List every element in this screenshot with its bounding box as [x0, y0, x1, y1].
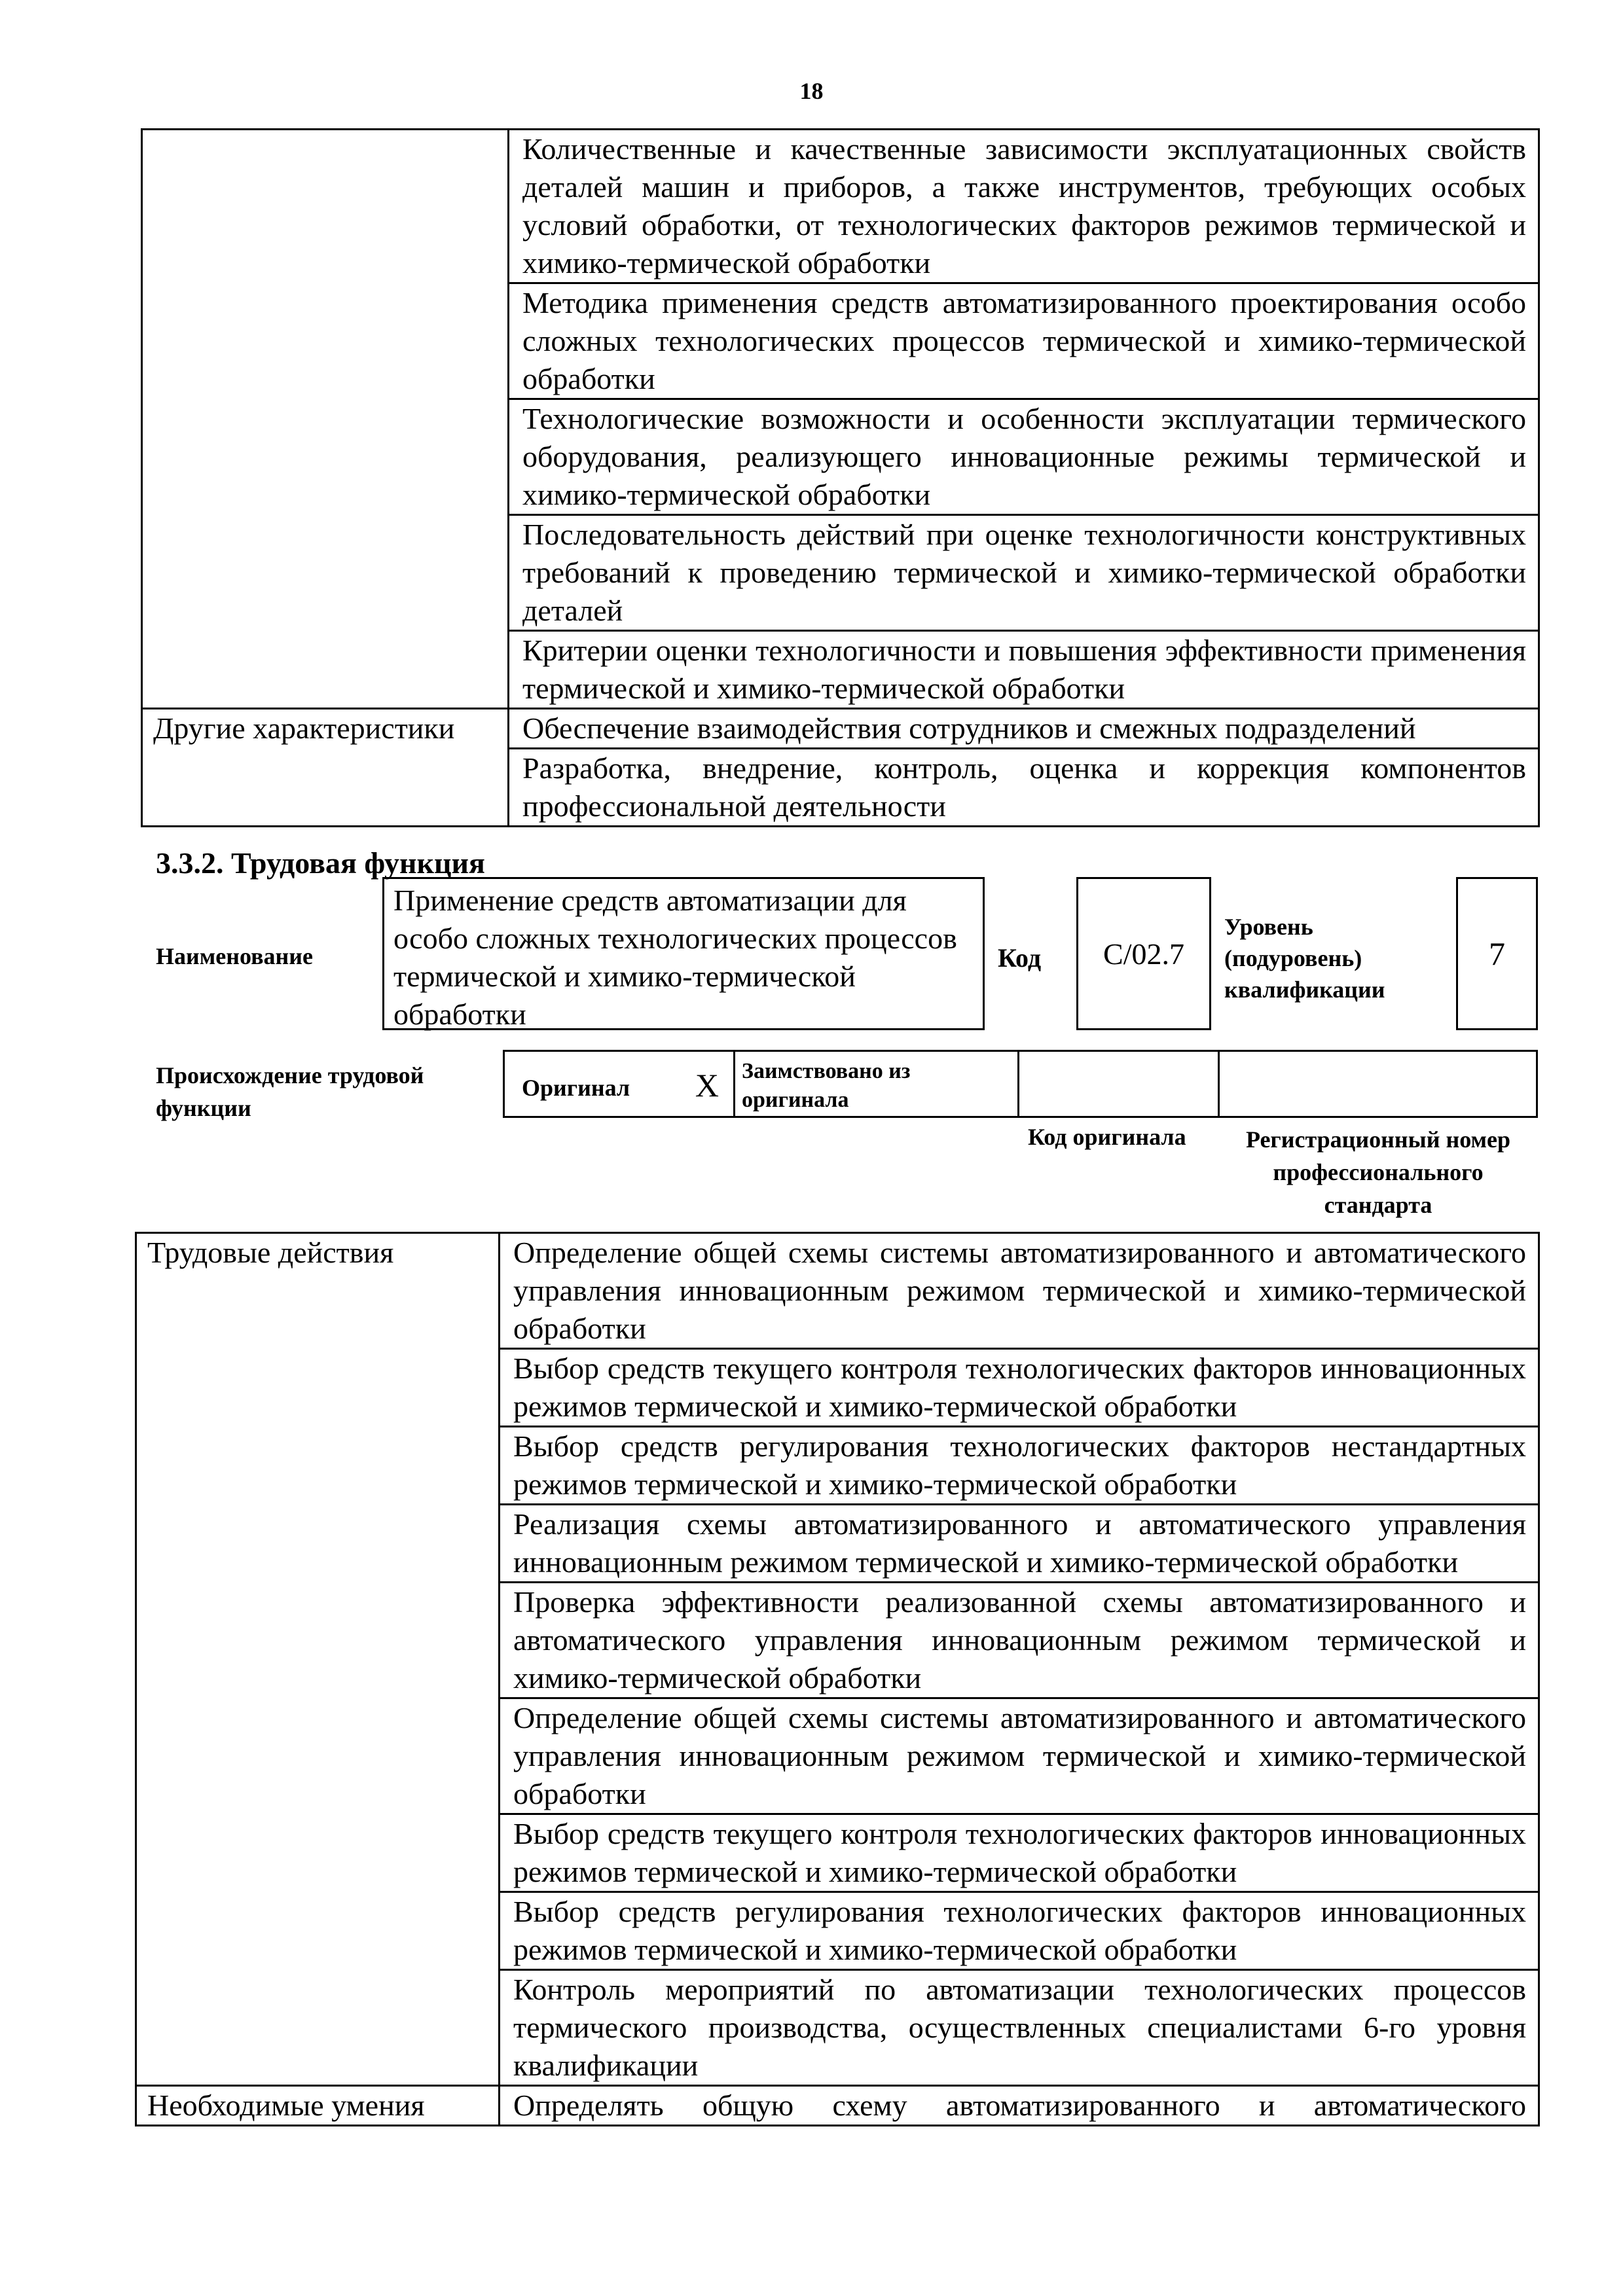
- code-value-box: С/02.7: [1076, 877, 1211, 1030]
- section-heading: 3.3.2. Трудовая функция: [156, 846, 485, 880]
- origin-label: [156, 1059, 424, 1124]
- row-label-other: Другие характеристики: [142, 709, 509, 827]
- original-cell: [505, 1052, 735, 1116]
- function-name-box: Применение средств автоматизации для особо сложных технологических процессов термической и химико-термической обработки: [382, 877, 985, 1030]
- reg-number-cell: [1220, 1052, 1536, 1116]
- original-code-cell: [1019, 1052, 1220, 1116]
- borrowed-label-line: Заимствовано из: [742, 1059, 911, 1083]
- reg-number-caption: [1218, 1123, 1539, 1221]
- level-label-line: Уровень: [1224, 914, 1313, 940]
- level-value-box: 7: [1456, 877, 1538, 1030]
- code-original-caption: Код оригинала: [1028, 1124, 1186, 1150]
- table-cell: Определение общей схемы системы автоматизированного и автоматического управления инновационным режимом термической и химико-термической обработки: [500, 1233, 1539, 1349]
- borrowed-label-line: оригинала: [742, 1088, 849, 1112]
- row-label-actions: Трудовые действия: [136, 1233, 500, 2086]
- table-cell: Определять общую схему автоматизированного и автоматического: [500, 2086, 1539, 2126]
- table-cell: Реализация схемы автоматизированного и автоматического управления инновационным режимом термической и химико-термической обработки: [500, 1505, 1539, 1583]
- reg-number-caption-line: Регистрационный номер: [1245, 1126, 1511, 1153]
- level-label-line: (подуровень): [1224, 945, 1362, 971]
- origin-row: [503, 1050, 1538, 1118]
- table-row: [136, 1233, 1539, 1349]
- original-label: Оригинал: [522, 1075, 630, 1101]
- table-cell: Обеспечение взаимодействия сотрудников и смежных подразделений: [509, 709, 1539, 749]
- level-label-line: квалификации: [1224, 977, 1385, 1003]
- table-cell: Проверка эффективности реализованной схемы автоматизированного и автоматического управления инновационным режимом термической и химико-термической обработки: [500, 1583, 1539, 1698]
- table-cell: Выбор средств регулирования технологических факторов инновационных режимов термической и химико-термической обработки: [500, 1892, 1539, 1970]
- table-cell: Выбор средств регулирования технологических факторов нестандартных режимов термической и химико-термической обработки: [500, 1427, 1539, 1505]
- table-cell: Выбор средств текущего контроля технологических факторов инновационных режимов термической и химико-термической обработки: [500, 1814, 1539, 1892]
- knowledge-table: [141, 128, 1540, 827]
- reg-number-caption-line: стандарта: [1324, 1192, 1432, 1218]
- table-cell: Количественные и качественные зависимости эксплуатационных свойств деталей машин и приборов, а также инструментов, требующих особых условий обработки, от технологических факторов режимов термической и химико-термической обработки: [509, 130, 1539, 283]
- table-cell: Критерии оценки технологичности и повышения эффективности применения термической и химико-термической обработки: [509, 631, 1539, 709]
- level-label: [1224, 911, 1385, 1005]
- original-mark: X: [695, 1067, 719, 1103]
- name-label: Наименование: [156, 943, 313, 969]
- table-cell: Определение общей схемы системы автоматизированного и автоматического управления инновационным режимом термической и химико-термической обработки: [500, 1698, 1539, 1814]
- actions-table: [135, 1232, 1540, 2126]
- table-cell: Контроль мероприятий по автоматизации технологических процессов термического производства, осуществленных специалистами 6-го уровня квалификации: [500, 1970, 1539, 2086]
- table-cell: Методика применения средств автоматизированного проектирования особо сложных технологических процессов термической и химико-термической обработки: [509, 283, 1539, 399]
- table-row: [142, 709, 1539, 749]
- table-cell: Выбор средств текущего контроля технологических факторов инновационных режимов термической и химико-термической обработки: [500, 1349, 1539, 1427]
- row-label-empty: [142, 130, 509, 709]
- table-row: [142, 130, 1539, 283]
- origin-label-line: функции: [156, 1095, 251, 1121]
- borrowed-cell: [735, 1052, 1019, 1116]
- row-label-skills: Необходимые умения: [136, 2086, 500, 2126]
- page-number: 18: [799, 78, 824, 104]
- table-cell: Разработка, внедрение, контроль, оценка и коррекция компонентов профессиональной деятельности: [509, 749, 1539, 827]
- table-cell: Технологические возможности и особенности эксплуатации термического оборудования, реализующего инновационные режимы термической и химико-термической обработки: [509, 399, 1539, 515]
- table-row: [136, 2086, 1539, 2126]
- reg-number-caption-line: профессионального: [1273, 1159, 1484, 1185]
- table-cell: Последовательность действий при оценке технологичности конструктивных требований к проведению термической и химико-термической обработки деталей: [509, 515, 1539, 631]
- code-label: Код: [998, 943, 1042, 973]
- origin-label-line: Происхождение трудовой: [156, 1062, 424, 1088]
